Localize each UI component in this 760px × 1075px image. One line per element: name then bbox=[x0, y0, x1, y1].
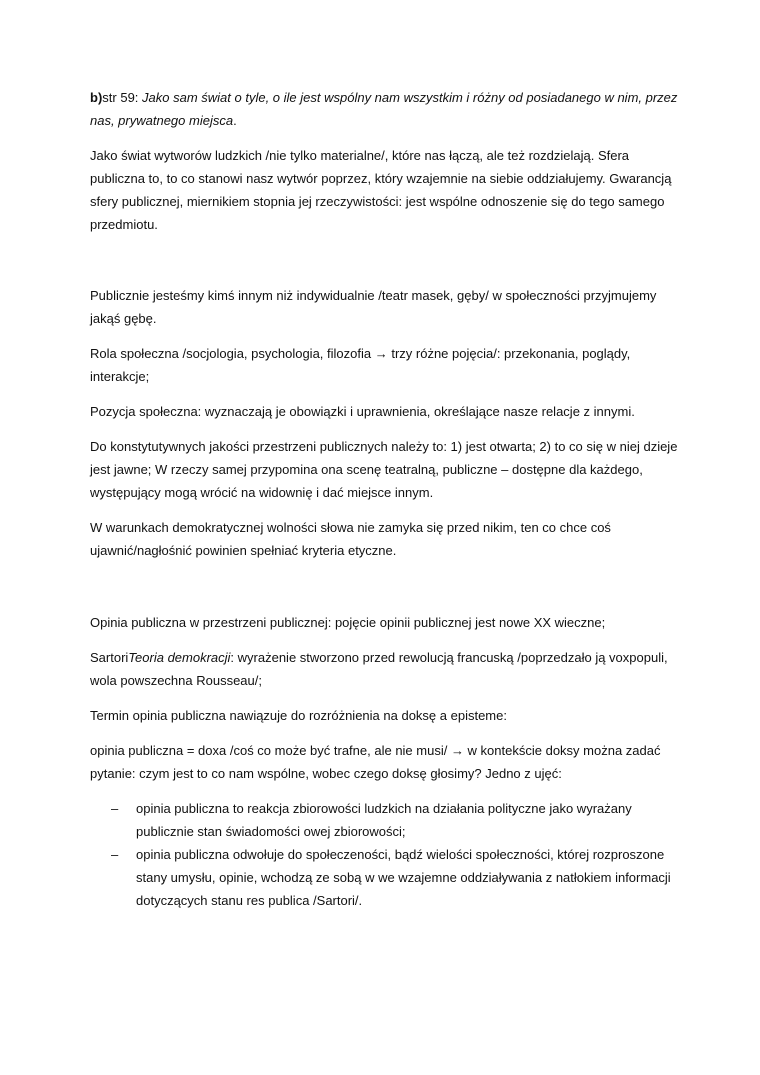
page-reference: str 59: bbox=[102, 90, 143, 105]
dash-list bbox=[90, 797, 685, 912]
section-label: b) bbox=[90, 90, 103, 105]
list-item bbox=[90, 843, 685, 912]
paragraph-8 bbox=[90, 646, 685, 692]
dash-marker: – bbox=[111, 801, 119, 816]
quote-end: . bbox=[233, 113, 237, 128]
paragraph-10: opinia publiczna = doxa /coś co może być trafne, ale nie musi/ → w kontekście doksy można zadać pytanie: czym jest to co nam wspólne, wobec czego doksę głosimy? Jedno z ujęć: bbox=[90, 743, 661, 781]
list-item-text: opinia publiczna odwołuje do społeczeności, bądź wielości społeczności, której rozproszone stany umysłu, opinie, wchodzą ze sobą w we wzajemne oddziaływania z natłokiem informacji dotyczących stanu res publica /Sartori/. bbox=[136, 847, 671, 908]
paragraph-8-text: : wyrażenie stworzono przed rewolucją francuską /poprzedzało ją voxpopuli, wola powszechna Rousseau/; bbox=[90, 650, 668, 688]
paragraph-1: Jako świat wytworów ludzkich /nie tylko materialne/, które nas łączą, ale też rozdzielają. Sfera publiczna to, to co stanowi nasz wytwór poprzez, który wzajemnie na siebie oddziałujemy. Gwarancją sfery publicznej, miernikiem stopnia jej rzeczywistości: jest wspólne odnoszenie się do tego samego przedmiotu. bbox=[90, 148, 672, 232]
list-item bbox=[90, 797, 685, 843]
paragraph-7: Opinia publiczna w przestrzeni publicznej: pojęcie opinii publicznej jest nowe XX wieczne; bbox=[90, 615, 606, 630]
paragraph-6: W warunkach demokratycznej wolności słowa nie zamyka się przed nikim, ten co chce coś ujawnić/nagłośnić powinien spełniać kryteria etyczne. bbox=[90, 520, 611, 558]
document-page bbox=[90, 86, 685, 912]
author-name: Sartori bbox=[90, 650, 129, 665]
spacer bbox=[90, 574, 685, 611]
list-item-text: opinia publiczna to reakcja zbiorowości ludzkich na działania polityczne jako wyrażany publicznie stan świadomości owej zbiorowości; bbox=[136, 801, 632, 839]
book-title: Teoria demokracji bbox=[128, 650, 231, 665]
section-b-heading bbox=[90, 86, 685, 132]
quote-text: Jako sam świat o tyle, o ile jest wspólny nam wszystkim i różny od posiadanego w nim, przez nas, prywatnego miejsca bbox=[90, 90, 678, 128]
dash-marker: – bbox=[111, 847, 119, 862]
paragraph-3: Rola społeczna /socjologia, psychologia, filozofia → trzy różne pojęcia/: przekonania, poglądy, interakcje; bbox=[90, 346, 631, 384]
paragraph-9: Termin opinia publiczna nawiązuje do rozróżnienia na doksę a episteme: bbox=[90, 708, 507, 723]
paragraph-2: Publicznie jesteśmy kimś innym niż indywidualnie /teatr masek, gęby/ w społeczności przyjmujemy jakąś gębę. bbox=[90, 288, 657, 326]
paragraph-4: Pozycja społeczna: wyznaczają je obowiązki i uprawnienia, określające nasze relacje z innymi. bbox=[90, 404, 635, 419]
spacer bbox=[90, 248, 685, 284]
paragraph-5: Do konstytutywnych jakości przestrzeni publicznych należy to: 1) jest otwarta; 2) to co się w niej dzieje jest jawne; W rzeczy samej przypomina ona scenę teatralną, publiczne – dostępne dla każdego, występujący mogą wrócić na widownię i dać miejsce innym. bbox=[90, 439, 678, 500]
